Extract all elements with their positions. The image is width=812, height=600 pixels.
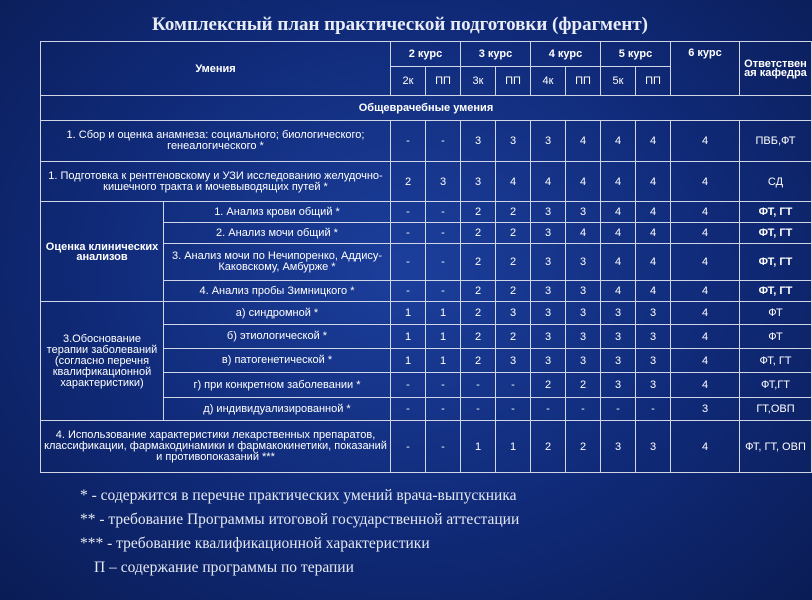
- subcol-2k: 2к: [391, 67, 426, 96]
- cell: 2: [496, 202, 531, 223]
- cell: 3: [496, 349, 531, 373]
- responsible-cell: ФТ: [740, 325, 812, 349]
- subcol-pp-2: ПП: [426, 67, 461, 96]
- cell: 2: [531, 373, 566, 398]
- cell: 3: [531, 281, 566, 302]
- cell: 4: [566, 162, 601, 202]
- cell: 3: [461, 162, 496, 202]
- header-row: [41, 42, 812, 67]
- cell: 4: [671, 121, 740, 162]
- subcol-4k: 4к: [531, 67, 566, 96]
- table-row: [41, 162, 812, 202]
- responsible-cell: ГТ,ОВП: [740, 398, 812, 421]
- responsible-cell: ФТ, ГТ: [740, 281, 812, 302]
- responsible-cell: ФТ, ГТ: [740, 244, 812, 281]
- cell: 3: [601, 373, 636, 398]
- cell: 2: [496, 281, 531, 302]
- cell: 3: [566, 281, 601, 302]
- cell: 4: [671, 349, 740, 373]
- cell: -: [426, 421, 461, 473]
- cell: 1: [426, 325, 461, 349]
- cell: 2: [496, 325, 531, 349]
- subcol-pp-5: ПП: [636, 67, 671, 96]
- row-label: 3. Анализ мочи по Нечипоренко, Аддису-Каковскому, Амбурже *: [164, 244, 391, 281]
- responsible-cell: ФТ,ГТ: [740, 373, 812, 398]
- responsible-cell: ФТ, ГТ: [740, 349, 812, 373]
- cell: 3: [636, 302, 671, 325]
- cell: 4: [496, 162, 531, 202]
- cell: 3: [426, 162, 461, 202]
- cell: 3: [636, 373, 671, 398]
- row-label: 4. Использование характеристики лекарственных препаратов, классификации, фармакодинамики и фармакокинетики, показаний и противопоказаний ***: [41, 421, 391, 473]
- cell: 4: [601, 281, 636, 302]
- table-row: [41, 202, 812, 223]
- cell: 4: [601, 162, 636, 202]
- cell: 4: [671, 373, 740, 398]
- cell: 3: [566, 302, 601, 325]
- cell: -: [391, 421, 426, 473]
- cell: -: [426, 398, 461, 421]
- cell: 2: [461, 202, 496, 223]
- cell: -: [426, 244, 461, 281]
- cell: -: [426, 281, 461, 302]
- cell: 1: [426, 302, 461, 325]
- cell: 4: [671, 302, 740, 325]
- table-row: [41, 121, 812, 162]
- cell: 3: [461, 121, 496, 162]
- course-2-header: 2 курс: [391, 42, 461, 67]
- group-label: 3.Обоснование терапии заболеваний (согласно перечня квалификационной характеристики): [41, 302, 164, 421]
- cell: 3: [566, 244, 601, 281]
- footnote: *** - требование квалификационной характеристики: [80, 535, 430, 552]
- cell: 3: [671, 398, 740, 421]
- cell: 2: [461, 302, 496, 325]
- cell: 4: [671, 421, 740, 473]
- cell: 3: [601, 302, 636, 325]
- cell: 4: [601, 223, 636, 244]
- row-label: а) синдромной *: [164, 302, 391, 325]
- cell: 4: [601, 121, 636, 162]
- responsible-cell: ФТ, ГТ: [740, 223, 812, 244]
- cell: 2: [461, 325, 496, 349]
- cell: 2: [461, 244, 496, 281]
- cell: 2: [461, 281, 496, 302]
- cell: 1: [391, 349, 426, 373]
- cell: -: [426, 223, 461, 244]
- cell: 3: [531, 244, 566, 281]
- cell: -: [461, 373, 496, 398]
- cell: 2: [391, 162, 426, 202]
- cell: 3: [496, 121, 531, 162]
- cell: 3: [636, 349, 671, 373]
- cell: 4: [636, 223, 671, 244]
- cell: 3: [531, 223, 566, 244]
- row-label: 2. Анализ мочи общий *: [164, 223, 391, 244]
- skills-header: Умения: [41, 42, 391, 96]
- cell: 2: [461, 349, 496, 373]
- row-label: б) этиологической *: [164, 325, 391, 349]
- cell: -: [391, 223, 426, 244]
- cell: 2: [461, 223, 496, 244]
- cell: 4: [601, 244, 636, 281]
- cell: -: [496, 373, 531, 398]
- cell: 3: [531, 325, 566, 349]
- cell: 1: [496, 421, 531, 473]
- cell: 3: [636, 325, 671, 349]
- cell: 4: [566, 121, 601, 162]
- cell: 4: [601, 202, 636, 223]
- cell: 3: [496, 302, 531, 325]
- subcol-pp-4: ПП: [566, 67, 601, 96]
- cell: 3: [601, 421, 636, 473]
- subcol-3k: 3к: [461, 67, 496, 96]
- cell: -: [636, 398, 671, 421]
- cell: -: [566, 398, 601, 421]
- cell: -: [391, 398, 426, 421]
- cell: 2: [531, 421, 566, 473]
- cell: 2: [496, 223, 531, 244]
- cell: 4: [636, 121, 671, 162]
- table-row: [41, 302, 812, 325]
- cell: 1: [391, 302, 426, 325]
- cell: 2: [496, 244, 531, 281]
- footnote: П – содержание программы по терапии: [94, 559, 354, 576]
- course-5-header: 5 курс: [601, 42, 671, 67]
- cell: -: [601, 398, 636, 421]
- cell: 1: [391, 325, 426, 349]
- responsible-cell: СД: [740, 162, 812, 202]
- responsible-cell: ФТ, ГТ, ОВП: [740, 421, 812, 473]
- cell: -: [496, 398, 531, 421]
- cell: 4: [671, 281, 740, 302]
- subcol-5k: 5к: [601, 67, 636, 96]
- cell: 3: [636, 421, 671, 473]
- responsible-cell: ПВБ,ФТ: [740, 121, 812, 162]
- cell: 4: [531, 162, 566, 202]
- cell: -: [391, 244, 426, 281]
- cell: 3: [566, 349, 601, 373]
- cell: -: [426, 121, 461, 162]
- row-label: г) при конкретном заболевании *: [164, 373, 391, 398]
- page-title: Комплексный план практической подготовки (фрагмент): [152, 14, 648, 35]
- cell: 4: [671, 202, 740, 223]
- footnote: ** - требование Программы итоговой государственной аттестации: [80, 511, 520, 528]
- subcol-pp-3: ПП: [496, 67, 531, 96]
- cell: 4: [636, 162, 671, 202]
- cell: 4: [671, 162, 740, 202]
- footnote: * - содержится в перечне практических умений врача-выпускника: [80, 487, 517, 504]
- cell: 2: [566, 373, 601, 398]
- cell: 2: [566, 421, 601, 473]
- responsible-header: Ответствен ая кафедра: [740, 42, 812, 96]
- row-label: 1. Анализ крови общий *: [164, 202, 391, 223]
- cell: 3: [601, 325, 636, 349]
- row-label: в) патогенетической *: [164, 349, 391, 373]
- cell: 4: [636, 202, 671, 223]
- section-row: [41, 96, 812, 121]
- cell: 4: [671, 244, 740, 281]
- cell: 4: [566, 223, 601, 244]
- footnotes: [80, 484, 519, 580]
- cell: 3: [531, 302, 566, 325]
- cell: 4: [636, 281, 671, 302]
- cell: -: [391, 121, 426, 162]
- group-label: Оценка клинических анализов: [41, 202, 164, 302]
- cell: -: [391, 202, 426, 223]
- cell: 4: [636, 244, 671, 281]
- cell: 1: [426, 349, 461, 373]
- cell: 4: [671, 223, 740, 244]
- cell: -: [531, 398, 566, 421]
- practice-plan-table: [40, 41, 812, 473]
- section-title: Общеврачебные умения: [41, 96, 812, 121]
- responsible-cell: ФТ, ГТ: [740, 202, 812, 223]
- row-label: 1. Сбор и оценка анамнеза: социального; биологического; генеалогического *: [41, 121, 391, 162]
- cell: -: [426, 373, 461, 398]
- cell: -: [391, 281, 426, 302]
- cell: 3: [566, 325, 601, 349]
- cell: 3: [566, 202, 601, 223]
- course-3-header: 3 курс: [461, 42, 531, 67]
- course-4-header: 4 курс: [531, 42, 601, 67]
- cell: -: [426, 202, 461, 223]
- cell: 1: [461, 421, 496, 473]
- cell: 3: [601, 349, 636, 373]
- cell: -: [391, 373, 426, 398]
- cell: -: [461, 398, 496, 421]
- row-label: 1. Подготовка к рентгеновскому и УЗИ исследованию желудочно-кишечного тракта и мочевыводящих путей *: [41, 162, 391, 202]
- course-6-header: 6 курс: [671, 42, 740, 96]
- responsible-cell: ФТ: [740, 302, 812, 325]
- table-row: [41, 421, 812, 473]
- cell: 3: [531, 349, 566, 373]
- row-label: д) индивидуализированной *: [164, 398, 391, 421]
- row-label: 4. Анализ пробы Зимницкого *: [164, 281, 391, 302]
- cell: 4: [671, 325, 740, 349]
- cell: 3: [531, 202, 566, 223]
- cell: 3: [531, 121, 566, 162]
